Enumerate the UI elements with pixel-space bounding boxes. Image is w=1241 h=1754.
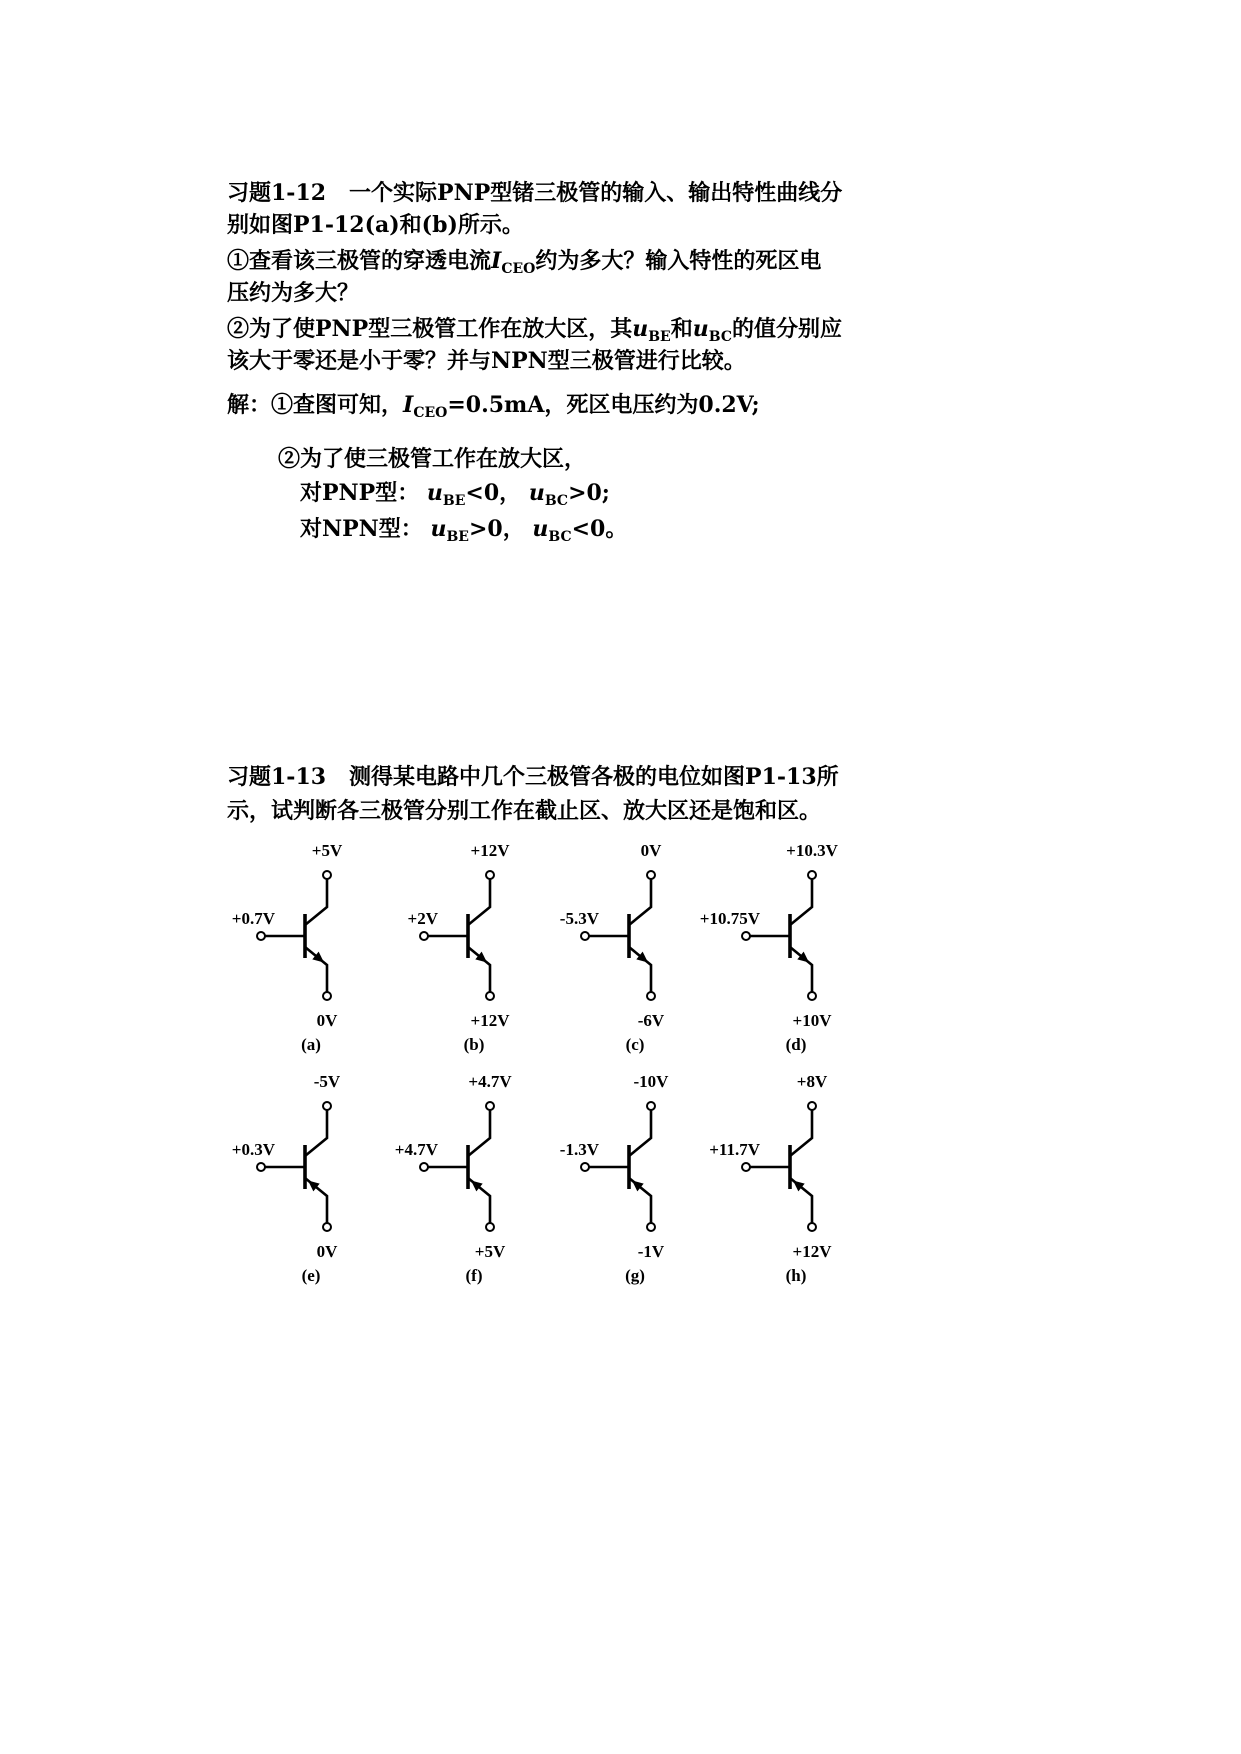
base-terminal-d	[742, 932, 750, 940]
base-voltage-h: +11.7V	[709, 1140, 760, 1159]
problem-1-13-line2: 示，试判断各三极管分别工作在截止区、放大区还是饱和区。	[227, 798, 822, 824]
base-terminal-a	[257, 932, 265, 940]
emitter-voltage-e: 0V	[316, 1242, 338, 1261]
collector-terminal-h	[808, 1102, 816, 1110]
emitter-terminal-b	[486, 992, 494, 1000]
base-voltage-f: +4.7V	[394, 1140, 438, 1159]
base-terminal-f	[420, 1163, 428, 1171]
caption-f: (f)	[465, 1266, 483, 1285]
answer-line2: ②为了使三极管工作在放大区，	[278, 446, 587, 472]
emitter-terminal-d	[808, 992, 816, 1000]
collector-voltage-d: +10.3V	[786, 841, 838, 860]
caption-a: (a)	[301, 1035, 321, 1054]
answer-line1: 解：①查图可知，$I_{CEO}=0.5mA$，死区电压约为0.2V;	[227, 392, 760, 421]
problem-1-13-line1: 习题1-13 测得某电路中几个三极管各极的电位如图P1-13所	[227, 764, 839, 790]
collector-voltage-g: -10V	[633, 1072, 669, 1091]
emitter-voltage-a: 0V	[316, 1011, 338, 1030]
caption-b: (b)	[463, 1035, 485, 1054]
emitter-lead-a	[305, 947, 327, 992]
collector-voltage-f: +4.7V	[468, 1072, 512, 1091]
collector-terminal-d	[808, 871, 816, 879]
emitter-voltage-h: +12V	[792, 1242, 832, 1261]
collector-terminal-g	[647, 1102, 655, 1110]
collector-terminal-a	[323, 871, 331, 879]
collector-lead-g	[629, 1110, 651, 1156]
base-voltage-c: -5.3V	[559, 909, 599, 928]
base-voltage-a: +0.7V	[231, 909, 275, 928]
transistor-b	[408, 841, 511, 1054]
transistor-h	[709, 1072, 832, 1285]
base-voltage-e: +0.3V	[231, 1140, 275, 1159]
base-terminal-g	[581, 1163, 589, 1171]
emitter-terminal-g	[647, 1223, 655, 1231]
caption-h: (h)	[785, 1266, 807, 1285]
base-voltage-d: +10.75V	[699, 909, 760, 928]
transistor-f	[395, 1072, 513, 1285]
base-terminal-c	[581, 932, 589, 940]
emitter-terminal-c	[647, 992, 655, 1000]
emitter-voltage-f: +5V	[474, 1242, 506, 1261]
caption-g: (g)	[625, 1266, 645, 1285]
collector-lead-f	[468, 1110, 490, 1156]
collector-lead-a	[305, 879, 327, 925]
emitter-terminal-e	[323, 1223, 331, 1231]
emitter-lead-c	[629, 947, 651, 992]
transistor-a	[232, 841, 343, 1054]
problem-1-12-line1: 习题1-12 一个实际PNP型锗三极管的输入、输出特性曲线分	[227, 180, 843, 206]
collector-terminal-f	[486, 1102, 494, 1110]
emitter-lead-b	[468, 947, 490, 992]
transistor-e	[232, 1072, 341, 1285]
emitter-voltage-b: +12V	[470, 1011, 510, 1030]
caption-e: (e)	[301, 1266, 321, 1285]
emitter-voltage-c: -6V	[637, 1011, 665, 1030]
base-voltage-g: -1.3V	[559, 1140, 599, 1159]
emitter-lead-d	[790, 947, 812, 992]
collector-lead-e	[305, 1110, 327, 1156]
emitter-voltage-d: +10V	[792, 1011, 832, 1030]
transistor-g	[560, 1072, 669, 1285]
emitter-terminal-a	[323, 992, 331, 1000]
answer-pnp: 对PNP型： $u_{BE}<0$， $u_{BC}>0$;	[300, 480, 610, 509]
collector-lead-d	[790, 879, 812, 925]
base-terminal-e	[257, 1163, 265, 1171]
caption-c: (c)	[625, 1035, 645, 1054]
transistor-c	[560, 841, 665, 1054]
transistor-d	[700, 841, 839, 1054]
collector-terminal-c	[647, 871, 655, 879]
collector-voltage-b: +12V	[470, 841, 510, 860]
question-1-line1: ①查看该三极管的穿透电流$I_{CEO}$约为多大？输入特性的死区电	[227, 248, 822, 277]
base-terminal-h	[742, 1163, 750, 1171]
emitter-terminal-h	[808, 1223, 816, 1231]
caption-d: (d)	[785, 1035, 807, 1054]
collector-voltage-h: +8V	[796, 1072, 828, 1091]
emitter-terminal-f	[486, 1223, 494, 1231]
answer-npn: 对NPN型： $u_{BE}>0$， $u_{BC}<0$。	[300, 516, 628, 545]
collector-lead-h	[790, 1110, 812, 1156]
question-1-line2: 压约为多大？	[227, 280, 360, 306]
collector-terminal-b	[486, 871, 494, 879]
question-2-line2: 该大于零还是小于零？并与NPN型三极管进行比较。	[227, 348, 746, 374]
base-terminal-b	[420, 932, 428, 940]
collector-voltage-c: 0V	[640, 841, 662, 860]
collector-voltage-a: +5V	[311, 841, 343, 860]
problem-1-12-title: 习题1-12	[227, 180, 327, 206]
emitter-voltage-g: -1V	[637, 1242, 665, 1261]
collector-lead-b	[468, 879, 490, 925]
collector-terminal-e	[323, 1102, 331, 1110]
problem-1-12-line2: 别如图P1-12(a)和(b)所示。	[227, 212, 524, 238]
base-voltage-b: +2V	[407, 909, 438, 928]
problem-1-13-title: 习题1-13	[227, 764, 327, 790]
collector-voltage-e: -5V	[313, 1072, 341, 1091]
collector-lead-c	[629, 879, 651, 925]
question-2-line1: ②为了使PNP型三极管工作在放大区，其$u_{BE}$和$u_{BC}$的值分别应	[227, 316, 842, 345]
